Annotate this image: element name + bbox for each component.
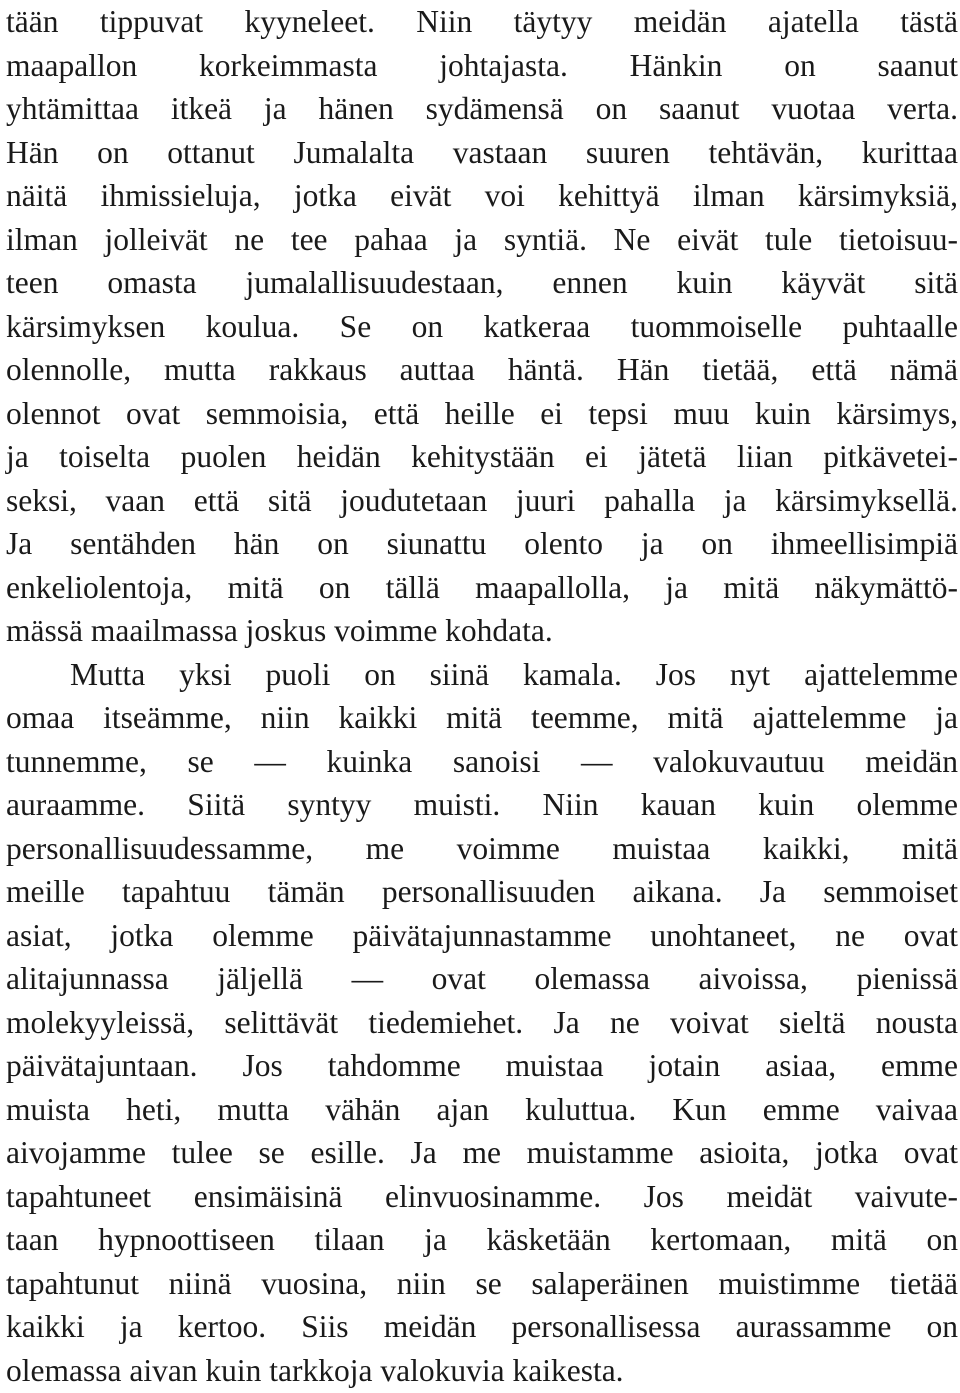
text-line: omaa itseämme, niin kaikki mitä teemme, mitä ajattelemme ja (6, 700, 958, 735)
text-line: meille tapahtuu tämän personallisuuden aikana. Ja semmoiset (6, 874, 958, 909)
paragraph-end-line: olemassa aivan kuin tarkkoja valokuvia kaikesta. (6, 1352, 624, 1388)
text-line: kaikki ja kertoo. Siis meidän personallisessa aurassamme on (6, 1309, 958, 1344)
text-line: yhtämittaa itkeä ja hänen sydämensä on saanut vuotaa verta. (6, 91, 958, 126)
text-line: molekyyleissä, selittävät tiedemiehet. Ja ne voivat sieltä nousta (6, 1004, 958, 1040)
text-line: alitajunnassa jäljellä — ovat olemassa aivoissa, pienissä (6, 961, 958, 996)
text-line: tapahtuneet ensimäisinä elinvuosinamme. Jos meidät vaivute- (6, 1178, 958, 1214)
text-line: maapallon korkeimmasta johtajasta. Hänkin on saanut (6, 47, 958, 83)
text-line: olennolle, mutta rakkaus auttaa häntä. Hän tietää, että nämä (6, 352, 958, 387)
text-line: Hän on ottanut Jumalalta vastaan suuren tehtävän, kurittaa (6, 134, 958, 170)
text-line: ja toiselta puolen heidän kehitystään ei jätetä liian pitkävetei- (6, 439, 958, 474)
text-line: tään tippuvat kyyneleet. Niin täytyy meidän ajatella tästä (6, 4, 958, 39)
text-line: tunnemme, se — kuinka sanoisi — valokuvautuu meidän (6, 743, 958, 779)
text-line: päivätajuntaan. Jos tahdomme muistaa jotain asiaa, emme (6, 1048, 958, 1083)
text-line: auraamme. Siitä syntyy muisti. Niin kauan kuin olemme (6, 787, 958, 822)
paragraph-end-line: mässä maailmassa joskus voimme kohdata. (6, 613, 553, 648)
text-line: muista heti, mutta vähän ajan kuluttua. Kun emme vaivaa (6, 1091, 958, 1127)
text-line: Ja sentähden hän on siunattu olento ja on ihmeellisimpiä (6, 526, 958, 561)
text-line: näitä ihmissieluja, jotka eivät voi kehittyä ilman kärsimyksiä, (6, 178, 958, 213)
paragraph-start-line: Mutta yksi puoli on siinä kamala. Jos nyt ajattelemme (70, 656, 958, 692)
text-line: asiat, jotka olemme päivätajunnastamme unohtaneet, ne ovat (6, 917, 958, 953)
text-line: tapahtunut niinä vuosina, niin se salaperäinen muistimme tietää (6, 1265, 958, 1301)
text-line: enkeliolentoja, mitä on tällä maapallolla, ja mitä näkymättö- (6, 569, 958, 605)
text-line: kärsimyksen koulua. Se on katkeraa tuommoiselle puhtaalle (6, 308, 958, 344)
text-line: seksi, vaan että sitä joudutetaan juuri pahalla ja kärsimyksellä. (6, 482, 958, 518)
text-line: taan hypnoottiseen tilaan ja käsketään kertomaan, mitä on (6, 1222, 958, 1257)
text-line: personallisuudessamme, me voimme muistaa kaikki, mitä (6, 830, 958, 866)
text-line: ilman jolleivät ne tee pahaa ja syntiä. Ne eivät tule tietoisuu- (6, 221, 958, 257)
text-line: teen omasta jumalallisuudestaan, ennen kuin käyvät sitä (6, 265, 958, 300)
text-line: aivojamme tulee se esille. Ja me muistamme asioita, jotka ovat (6, 1135, 958, 1170)
text-line: olennot ovat semmoisia, että heille ei tepsi muu kuin kärsimys, (6, 395, 958, 431)
